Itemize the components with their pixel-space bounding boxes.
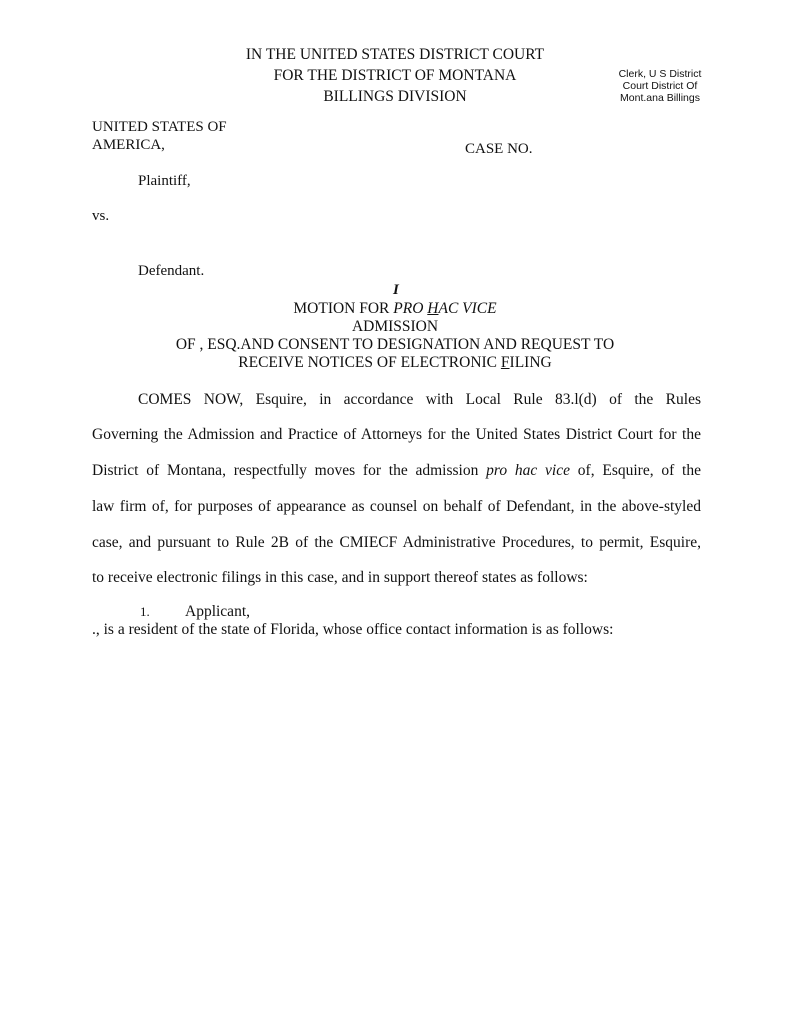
court-district-line: FOR THE DISTRICT OF MONTANA	[273, 67, 517, 84]
body-line-3	[92, 462, 701, 480]
body-line-3-b: of, Esquire, of the	[570, 462, 701, 479]
body-line-2: Governing the Admission and Practice of Attorneys for the United States District Court for the	[92, 426, 701, 443]
clerk-stamp	[606, 68, 714, 104]
motion-title-line1	[95, 300, 695, 318]
stamp-line: Court District Of	[622, 80, 698, 92]
item-number: 1.	[140, 604, 150, 619]
body-line-6: to receive electronic filings in this case, and in support thereof states as follows:	[92, 569, 588, 586]
motion-title	[95, 300, 695, 372]
court-name-line: IN THE UNITED STATES DISTRICT COURT	[245, 46, 545, 63]
item-label: Applicant,	[185, 603, 250, 620]
title-italic-underlined: H	[427, 300, 439, 317]
item-continuation: ., is a resident of the state of Florida, whose office contact information is as follows:	[92, 621, 614, 638]
title-prefix: MOTION FOR	[293, 300, 394, 317]
case-number-label: CASE NO.	[465, 141, 533, 157]
defendant-role: Defendant.	[138, 263, 205, 279]
stamp-line: Clerk, U S District	[618, 68, 702, 80]
body-line-5: case, and pursuant to Rule 2B of the CMIECF Administrative Procedures, to permit, Esquire,	[92, 534, 701, 551]
plaintiff-name-line: UNITED STATES OF	[92, 119, 227, 135]
body-line-4: law firm of, for purposes of appearance as counsel on behalf of Defendant, in the above-styled	[92, 498, 701, 515]
versus-label: vs.	[92, 208, 110, 224]
motion-title-line4	[95, 354, 695, 372]
title-line4-underlined: F	[500, 354, 510, 371]
body-line-1: COMES NOW, Esquire, in accordance with Local Rule 83.l(d) of the Rules	[138, 391, 701, 408]
pro-hac-vice-italic: pro hac vice	[486, 462, 570, 479]
plaintiff-name-line: AMERICA,	[92, 137, 165, 153]
title-italic-b: AC VICE	[438, 300, 497, 317]
title-italic-a: PRO	[393, 300, 428, 317]
scan-mark: I	[393, 282, 399, 298]
title-line4-b: ILING	[509, 354, 552, 371]
motion-title-line3: OF , ESQ.AND CONSENT TO DESIGNATION AND REQUEST TO	[175, 336, 615, 353]
plaintiff-name	[92, 118, 227, 154]
plaintiff-role: Plaintiff,	[138, 173, 191, 189]
court-header	[195, 44, 595, 107]
body-line-3-a: District of Montana, respectfully moves for the admission	[92, 462, 487, 479]
stamp-line: Mont.ana Billings	[620, 92, 700, 104]
title-line4-a: RECEIVE NOTICES OF ELECTRONIC	[238, 354, 501, 371]
court-division-line: BILLINGS DIVISION	[323, 88, 467, 105]
motion-title-line2: ADMISSION	[351, 318, 439, 335]
